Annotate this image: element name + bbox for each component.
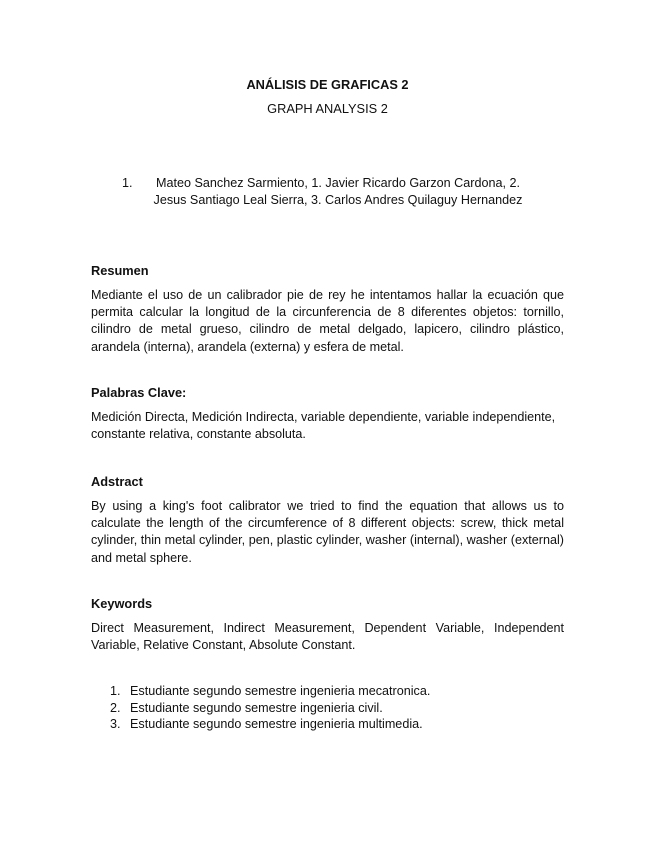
affiliation-item: [110, 716, 430, 733]
author-names: Mateo Sanchez Sarmiento, 1. Javier Ricardo Garzon Cardona, 2. Jesus Santiago Leal Sierra, 3. Carlos Andres Quilaguy Hernandez: [153, 176, 523, 207]
affiliation-list: [110, 683, 430, 733]
affiliation-item: [110, 683, 430, 700]
keywords-heading: Keywords: [91, 596, 153, 611]
affiliation-text: Estudiante segundo semestre ingenieria civil.: [130, 700, 383, 715]
affiliation-item: [110, 700, 430, 717]
author-list-number: 1.: [122, 176, 133, 190]
author-list: [122, 175, 534, 209]
affiliation-number: 1.: [110, 684, 121, 698]
palabras-clave-body: Medición Directa, Medición Indirecta, variable dependiente, variable independiente, constante relativa, constante absoluta.: [91, 410, 556, 442]
keywords-body: Direct Measurement, Indirect Measurement, Dependent Variable, Independent Variable, Relative Constant, Absolute Constant.: [91, 621, 564, 653]
palabras-clave-heading: Palabras Clave:: [91, 385, 187, 400]
affiliation-text: Estudiante segundo semestre ingenieria multimedia.: [130, 717, 423, 731]
paper-title: ANÁLISIS DE GRAFICAS 2: [246, 77, 409, 92]
resumen-heading: Resumen: [91, 263, 149, 278]
affiliation-number: 2.: [110, 700, 121, 715]
affiliation-number: 3.: [110, 717, 121, 731]
affiliation-text: Estudiante segundo semestre ingenieria mecatronica.: [130, 684, 431, 698]
abstract-heading: Adstract: [91, 474, 143, 489]
resumen-body: Mediante el uso de un calibrador pie de rey he intentamos hallar la ecuación que permita calcular la longitud de la circunferencia de 8 diferentes objetos: tornillo, cilindro de metal grueso, cilindro de metal delgado, lapicero, cilindro plástico, arandela (interna), arandela (externa) y esfera de metal.: [91, 288, 564, 354]
abstract-body: By using a king's foot calibrator we tried to find the equation that allows us to calculate the length of the circumference of 8 different objects: screw, thick metal cylinder, thin metal cylinder, pen, plastic cylinder, washer (internal), washer (external) and metal sphere.: [91, 499, 564, 565]
paper-subtitle: GRAPH ANALYSIS 2: [267, 101, 388, 116]
